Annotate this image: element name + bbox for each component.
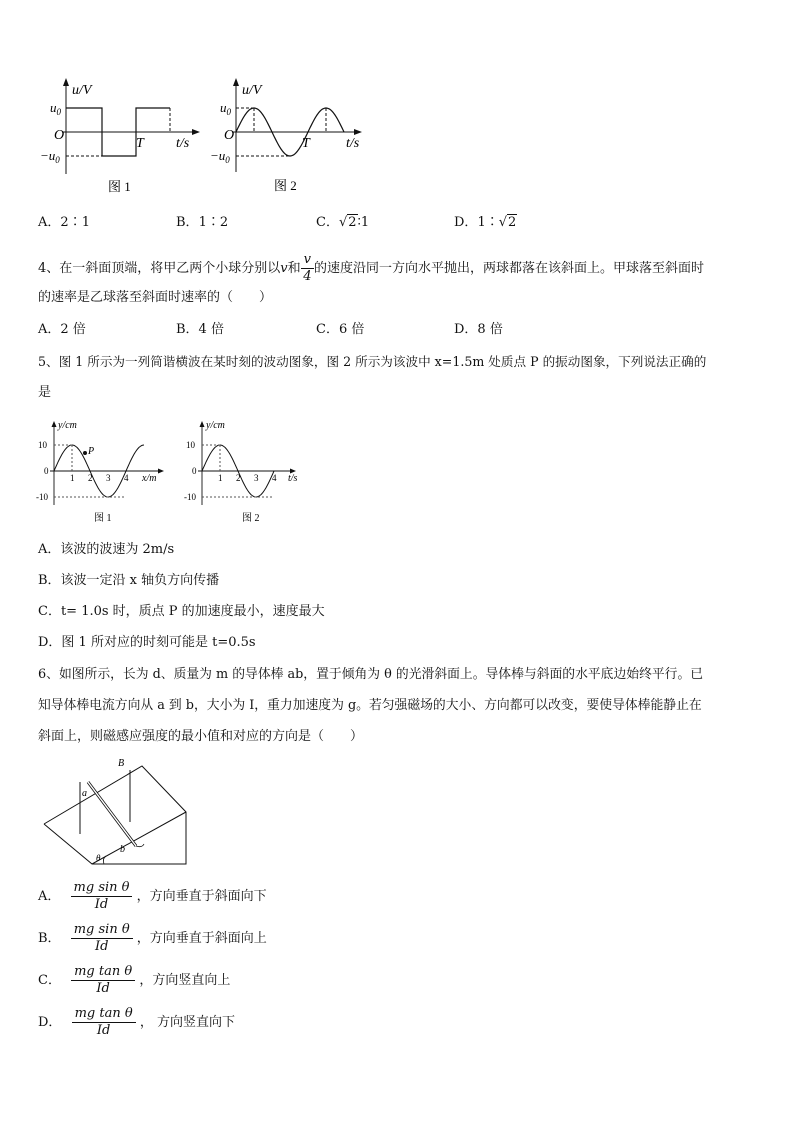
q3-figure-2 [206, 72, 376, 197]
q4-option-d[interactable]: D．8 倍 [454, 322, 503, 337]
svg-text:-10: -10 [36, 492, 48, 502]
q3-fig2-u0: $u_0$ [220, 100, 231, 117]
q4-option-b[interactable]: B．4 倍 [176, 322, 224, 337]
q6-conductor-rod [88, 782, 136, 846]
q3-option-d[interactable]: D．1∶√2 [454, 215, 517, 230]
q6-option-d[interactable]: D． $\frac{\text{mg tan θ}}{Id}$ ， 方向竖直向下 [38, 1006, 235, 1038]
q4-stem-line1: 4、在一斜面顶端，将甲乙两个小球分别以v和 $\frac{v}{4}$ 的速度沿同一方向水平抛出，两球都落在该斜面上。甲球落至斜面时 [38, 252, 705, 284]
q4-option-a[interactable]: A．2 倍 [38, 322, 86, 337]
svg-text:1: 1 [70, 473, 75, 483]
q3-fig1-neg-u0: $-u_0$ [40, 148, 60, 165]
q3-fig2-xlabel: t/s [346, 136, 360, 151]
svg-text:1: 1 [218, 473, 223, 483]
svg-text:y/cm: y/cm [206, 420, 225, 431]
q5-point-p [83, 451, 87, 455]
q3-option-a[interactable]: A．2∶1 [38, 215, 90, 230]
q3-fig1-ylabel: u/V [72, 83, 92, 98]
q4-fraction: $\frac{v}{4}$ [301, 252, 314, 285]
svg-text:3: 3 [106, 473, 111, 483]
svg-text:4: 4 [272, 473, 277, 483]
svg-text:B: B [118, 758, 125, 769]
q3-fig1-u0: $u_0$ [50, 100, 61, 117]
q3-fig2-caption: 图 2 [274, 178, 297, 193]
svg-text:3: 3 [254, 473, 259, 483]
q6-option-b[interactable]: B． $\frac{\text{mg sin θ}}{Id}$ ，方向垂直于斜面向上 [38, 922, 267, 954]
svg-text:b: b [120, 844, 125, 855]
svg-text:图 1: 图 1 [94, 513, 112, 524]
q6-stem-line2: 知导体棒电流方向从 a 到 b，大小为 I，重力加速度为 g。若匀强磁场的大小、方向都可以改变，要使导体棒能静止在 [38, 698, 702, 713]
q3-fig2-origin: O [224, 128, 235, 143]
q3-fig2-ylabel: u/V [242, 83, 262, 98]
svg-text:a: a [82, 788, 87, 799]
q3-figure-1 [36, 74, 206, 199]
svg-text:P: P [88, 446, 95, 457]
q3-fig1-caption: 图 1 [108, 179, 131, 194]
svg-text:10: 10 [186, 440, 195, 450]
q3-fig1-xlabel: t/s [176, 136, 190, 151]
q4-stem-line2: 的速率是乙球落至斜面时速率的（ ） [38, 290, 273, 305]
q3-fig2-neg-u0: $-u_0$ [210, 148, 230, 165]
svg-text:0: 0 [44, 466, 49, 476]
svg-text:x/m: x/m [142, 473, 157, 484]
svg-text:4: 4 [124, 473, 129, 483]
q6-incline-figure [36, 754, 206, 870]
q5-option-c[interactable]: C．t= 1.0s 时，质点 P 的加速度最小，速度最大 [38, 604, 325, 619]
svg-text:2: 2 [236, 473, 241, 483]
q4-option-c[interactable]: C．6 倍 [316, 322, 365, 337]
q6-option-c[interactable]: C． $\frac{\text{mg tan θ}}{Id}$ ，方向竖直向上 [38, 964, 231, 996]
q6-stem-line3: 斜面上，则磁感应强度的最小值和对应的方向是（ ） [38, 729, 364, 744]
q5-figure-1 [32, 415, 172, 525]
q3-option-c[interactable]: C．√2∶1 [316, 215, 370, 230]
svg-text:t/s: t/s [288, 473, 298, 484]
q5-stem-line1: 5、图 1 所示为一列简谐横波在某时刻的波动图象，图 2 所示为该波中 x=1.5m 处质点 P 的振动图象，下列说法正确的 [38, 354, 707, 369]
svg-text:10: 10 [38, 440, 47, 450]
svg-text:图 2: 图 2 [242, 513, 260, 524]
svg-text:y/cm: y/cm [58, 420, 77, 431]
q5-stem-line2: 是 [38, 385, 52, 400]
q5-figure-2 [180, 415, 320, 525]
q5-option-d[interactable]: D．图 1 所对应的时刻可能是 t=0.5s [38, 635, 256, 650]
q3-fig1-origin: O [54, 128, 65, 143]
q3-fig1-T: T [136, 136, 144, 151]
q5-option-a[interactable]: A．该波的波速为 2m/s [38, 542, 175, 557]
q6-option-a[interactable]: A． $\frac{\text{mg sin θ}}{Id}$ ，方向垂直于斜面向下 [38, 880, 267, 912]
svg-text:θ: θ [96, 853, 101, 863]
q5-option-b[interactable]: B．该波一定沿 x 轴负方向传播 [38, 573, 220, 588]
svg-text:-10: -10 [184, 492, 196, 502]
q3-option-b[interactable]: B．1∶2 [176, 215, 229, 230]
q6-stem-line1: 6、如图所示，长为 d、质量为 m 的导体棒 ab，置于倾角为 θ 的光滑斜面上。导体棒与斜面的水平底边始终平行。已 [38, 667, 704, 682]
svg-text:0: 0 [192, 466, 197, 476]
svg-text:2: 2 [88, 473, 93, 483]
q3-fig2-T: T [302, 136, 310, 151]
